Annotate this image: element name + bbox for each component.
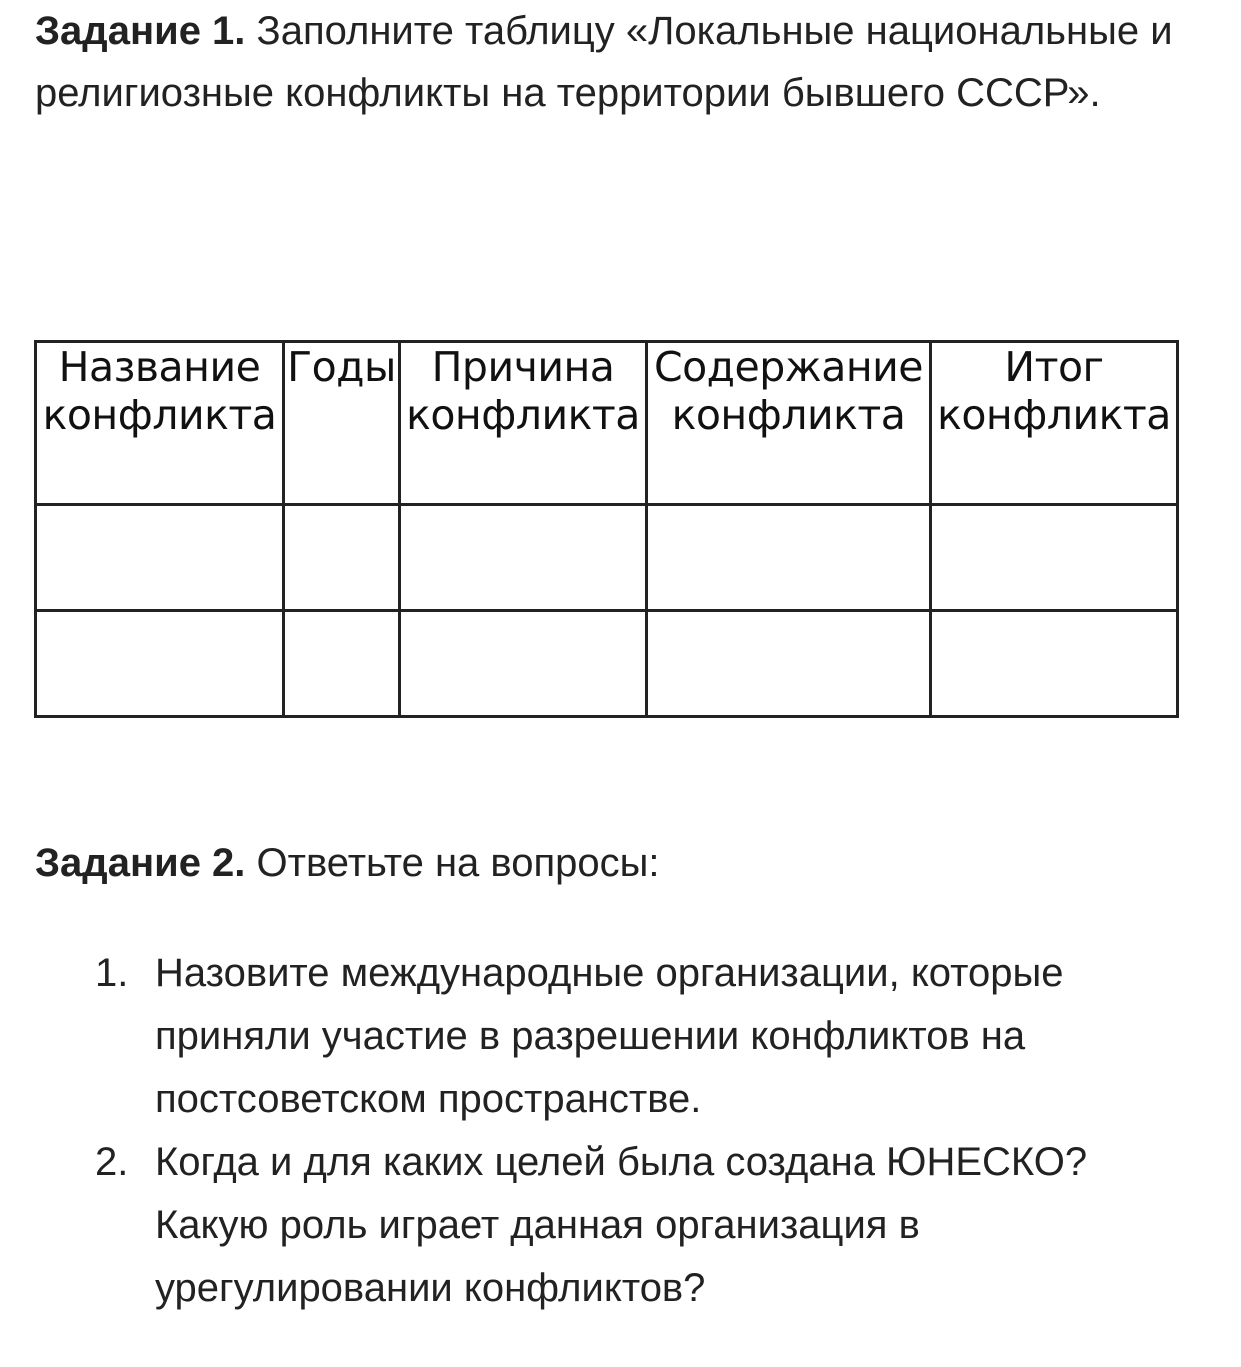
questions-list (95, 942, 1185, 1320)
question-number: 2. (95, 1140, 129, 1184)
task-2-paragraph (35, 832, 659, 894)
task-2-text: Ответьте на вопросы: (256, 841, 660, 885)
table-row (36, 611, 1178, 717)
table-cell (400, 505, 647, 611)
table-cell (36, 505, 284, 611)
task-1-text: Заполните таблицу «Локальные национальные и религиозные конфликты на территории бывшего СССР». (35, 9, 1173, 115)
question-text: Когда и для каких целей была создана ЮНЕСКО? Какую роль играет данная организация в урегулировании конфликтов? (155, 1140, 1088, 1310)
table-cell (284, 611, 400, 717)
table-cell (400, 611, 647, 717)
question-number: 1. (95, 951, 129, 995)
table-cell (36, 611, 284, 717)
task-2-label: Задание 2. (35, 841, 246, 885)
task-1-label: Задание 1. (35, 9, 246, 53)
table-cell (284, 505, 400, 611)
question-text: Назовите международные организации, которые приняли участие в разрешении конфликтов на постсоветском пространстве. (155, 951, 1064, 1121)
table-row (36, 505, 1178, 611)
header-result: Итог конфликта (931, 342, 1178, 505)
table-cell (647, 505, 931, 611)
list-item (95, 942, 1185, 1131)
task-1-paragraph (35, 0, 1185, 124)
table-cell (647, 611, 931, 717)
conflicts-table (34, 340, 1179, 718)
header-conflict-name: Название конфликта (36, 342, 284, 505)
table-header-row (36, 342, 1178, 505)
header-content: Содержание конфликта (647, 342, 931, 505)
table-cell (931, 611, 1178, 717)
list-item (95, 1131, 1185, 1320)
header-cause: Причина конфликта (400, 342, 647, 505)
header-years: Годы (284, 342, 400, 505)
table-cell (931, 505, 1178, 611)
